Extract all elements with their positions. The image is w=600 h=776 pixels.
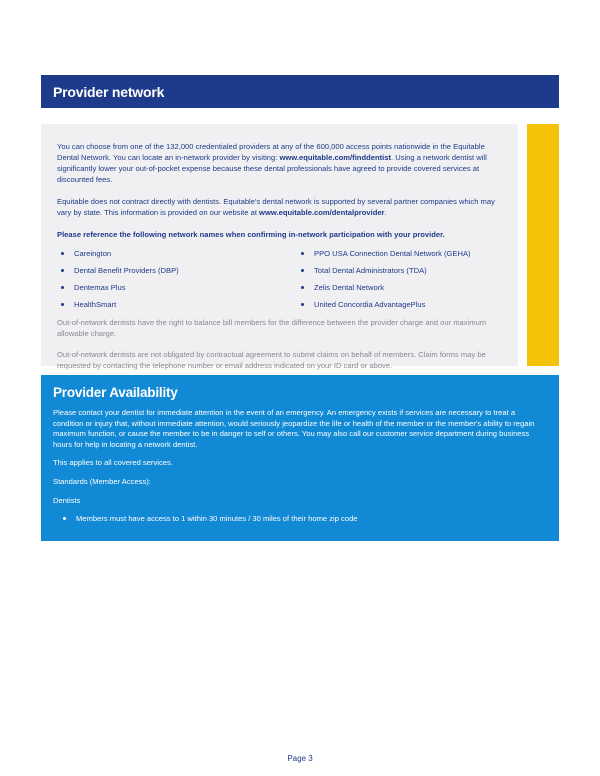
bullet-icon [301,286,304,289]
intro-text: You can choose from one of the 132,000 credentialed providers at any of the 600,000 access points nationwide in the Equitable Dental Network. You can locate an in-network provider by visiting: [57,142,485,162]
covered-services-paragraph: This applies to all covered services. [53,458,173,468]
list-item [297,282,497,293]
network-name: United Concordia AdvantagePlus [314,300,426,309]
access-standard: Members must have access to 1 within 30 minutes / 30 miles of their home zip code [76,514,358,524]
dentists-heading: Dentists [53,495,81,505]
yellow-accent-bar [527,124,559,366]
partners-text: Equitable does not contract directly with dentists. Equitable's dental network is supported by several partner companies which may vary by state. This information is provided on our website at [57,197,495,217]
emergency-paragraph: Please contact your dentist for immediate attention in the event of an emergency. An emergency exists if services are necessary to treat a condition or injury that, without immediate attention, would seriously jeopardize the life or health of the member or the member's ability to regain maximum function, or cause the member to be in danger to self or others. You may also call our customer service department during business hours for help in locating a network dentist. [53,408,535,449]
network-intro-paragraph [57,141,503,185]
network-partners-paragraph [57,196,503,218]
provider-network-panel [41,124,518,370]
list-item [297,248,497,259]
claims-note: Out-of-network dentists are not obligated by contractual agreement to submit claims on behalf of members. Claim forms may be requested by contacting the telephone number or email address indicated on your ID card or above. [57,350,486,370]
provider-availability-content [53,385,547,523]
network-name: Careington [74,249,112,258]
bullet-icon [301,303,304,306]
list-item [53,514,547,523]
network-name: Dental Benefit Providers (DBP) [74,266,179,275]
bullet-icon [61,252,64,255]
bullet-icon [301,269,304,272]
availability-title: Provider Availability [53,385,178,400]
list-item [57,299,297,310]
bullet-icon [61,303,64,306]
partners-tail: . [384,208,387,217]
access-standards-list [53,514,547,523]
bullet-icon [61,286,64,289]
section-title: Provider network [53,84,165,100]
list-item [57,282,297,293]
provider-availability-panel [41,375,559,541]
list-item [57,265,297,276]
list-item [297,265,497,276]
intro-tail: . Using a network dentist will significantly lower your out-of-pocket expense because these dental professionals have agreed to provide covered services at discounted fees. [57,153,487,184]
find-dentist-link[interactable]: www.equitable.com/finddentist [279,153,391,162]
network-name: Zelis Dental Network [314,283,385,292]
network-name: HealthSmart [74,300,117,309]
balance-bill-note: Out-of-network dentists have the right to balance bill members for the difference between the provider charge and our maximum allowable charge. [57,318,487,338]
network-name: PPO USA Connection Dental Network (GEHA) [314,249,471,258]
bullet-icon [63,517,66,520]
reference-note: Please reference the following network names when confirming in-network participation with your provider. [57,230,445,239]
bullet-icon [61,269,64,272]
list-item [297,299,497,310]
list-item [57,248,297,259]
dental-provider-link[interactable]: www.equitable.com/dentalprovider [259,208,385,217]
page-number: Page 3 [287,754,313,763]
network-names-list [57,248,503,310]
bullet-icon [301,252,304,255]
network-name: Total Dental Administrators (TDA) [314,266,427,275]
network-name: Dentemax Plus [74,283,126,292]
standards-paragraph: Standards (Member Access): [53,476,151,486]
provider-network-content [57,141,503,382]
section-header-provider-network [41,75,559,108]
